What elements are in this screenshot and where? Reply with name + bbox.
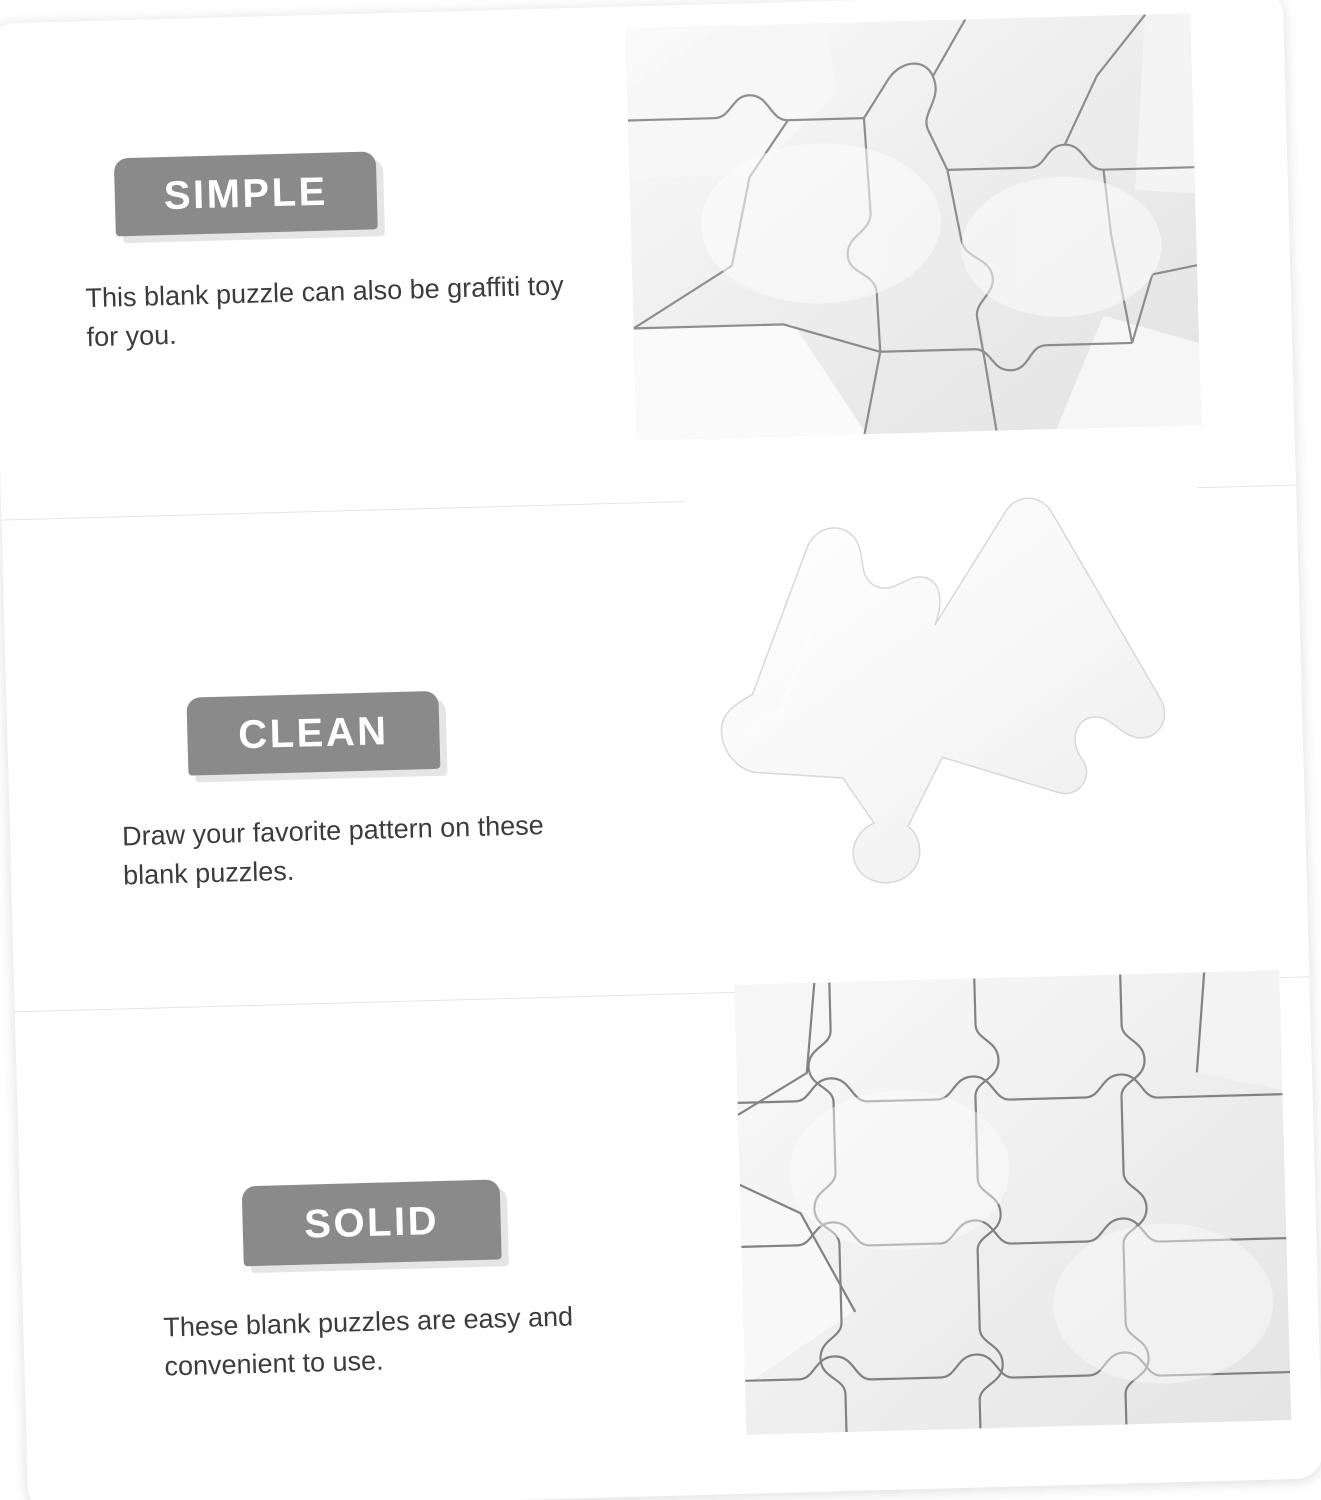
description-solid: These blank puzzles are easy and convenient to use. [163,1301,574,1382]
puzzle-photo-simple-art [625,13,1201,440]
image-assembled-blank-puzzle-closeup [625,13,1201,440]
tag-simple [114,151,378,236]
tag-solid [242,1179,502,1266]
image-single-blank-puzzle-piece [685,468,1209,922]
panel-solid [15,977,1321,1500]
puzzle-photo-clean-art [685,468,1209,922]
tag-solid-label: SOLID [303,1198,440,1247]
description-simple: This blank puzzle can also be graffiti toy for you. [85,270,565,353]
tag-clean-label: CLEAN [237,708,390,757]
panel-clean [2,486,1310,1013]
description-clean: Draw your favorite pattern on these blank puzzles. [121,810,545,891]
tag-clean [186,691,440,776]
puzzle-photo-solid-art [734,970,1291,1435]
image-blank-puzzle-grid-closeup [734,970,1291,1435]
panel-simple [0,0,1296,521]
tag-simple-label: SIMPLE [163,169,329,218]
